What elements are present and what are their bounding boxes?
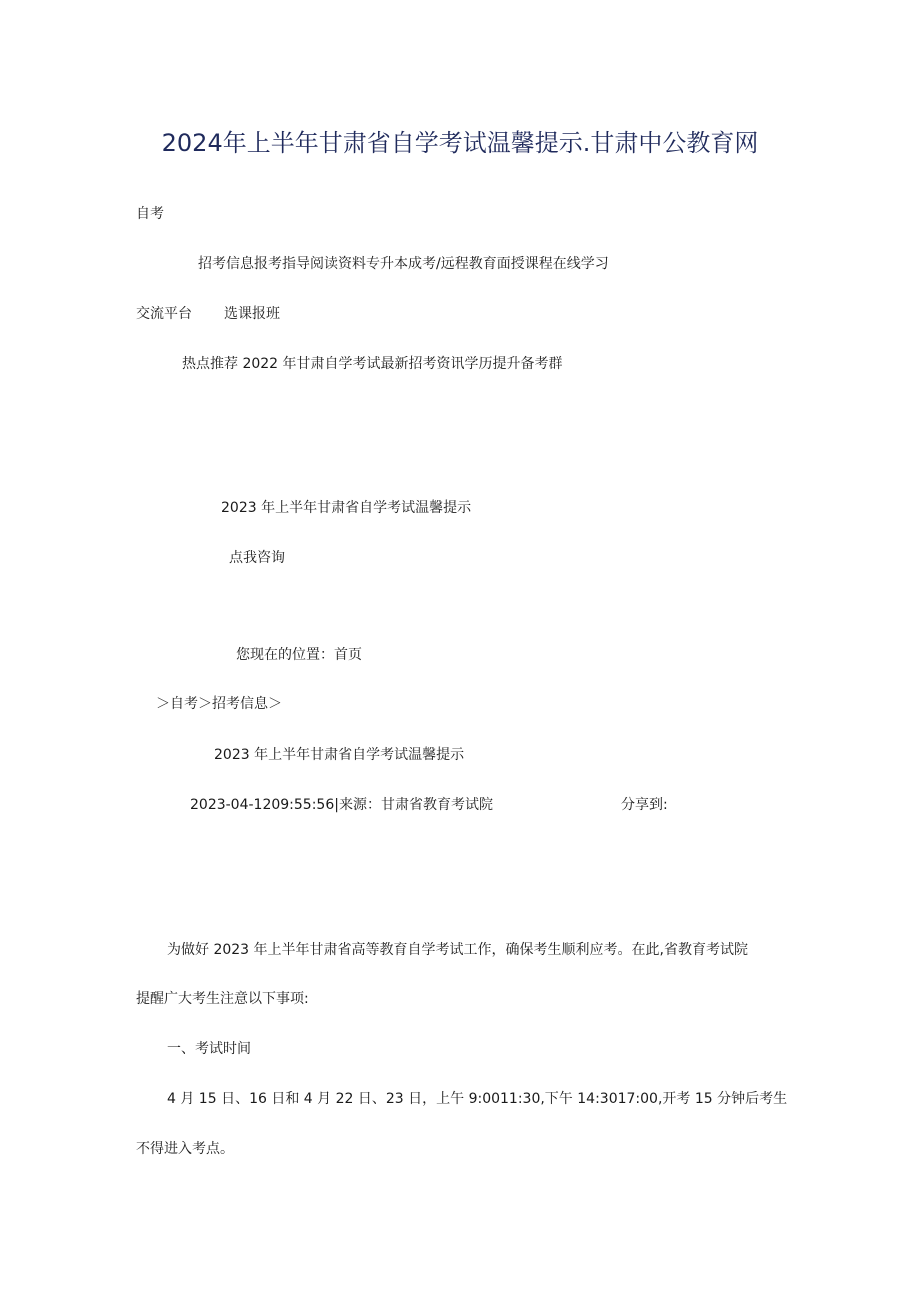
section-label: 自考 [136,206,164,222]
article-banner-title: 2023 年上半年甘肃省自学考试温馨提示 [221,500,472,516]
page-title: 2024年上半年甘肃省自学考试温馨提示.甘肃中公教育网 [161,129,759,157]
paragraph-line: 为做好 2023 年上半年甘肃省高等教育自学考试工作，确保考生顺利应考。在此,省教育考试院 [167,942,748,958]
paragraph-line: 提醒广大考生注意以下事项: [136,991,309,1007]
paragraph-line: 4 月 15 日、16 日和 4 月 22 日、23 日，上午 9:0011:30,下午 14:3017:00,开考 15 分钟后考生 [167,1091,788,1107]
consult-button[interactable]: 点我咨询 [229,550,285,566]
hot-recommend[interactable]: 热点推荐 2022 年甘肃自学考试最新招考资讯学历提升备考群 [182,356,563,372]
community-link[interactable]: 交流平台 [136,306,192,322]
nav-menu[interactable]: 招考信息报考指导阅读资料专升本成考/远程教育面授课程在线学习 [198,256,609,272]
section-heading: 一、考试时间 [167,1041,251,1057]
article-title: 2023 年上半年甘肃省自学考试温馨提示 [214,747,465,763]
paragraph-line: 不得进入考点。 [136,1141,234,1157]
breadcrumb-location[interactable]: 您现在的位置：首页 [236,647,362,663]
enroll-link[interactable]: 选课报班 [224,306,280,322]
share-label[interactable]: 分享到: [621,797,668,813]
article-meta: 2023-04-1209:55:56|来源：甘肃省教育考试院 [190,797,493,813]
breadcrumb-path[interactable]: ＞自考＞招考信息＞ [156,696,282,712]
